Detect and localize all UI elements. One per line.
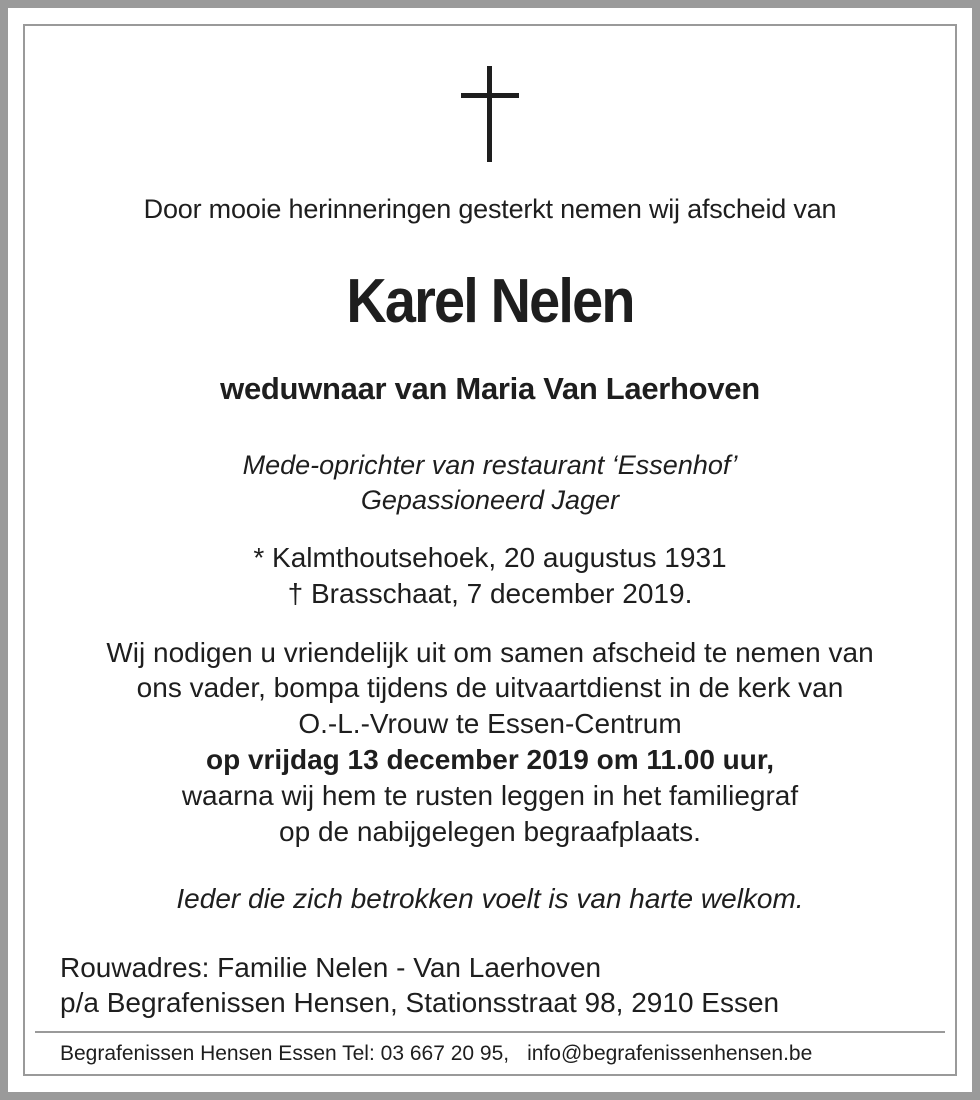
cross-horizontal-bar <box>461 93 519 98</box>
footer-email[interactable]: info@begrafenissenhensen.be <box>527 1042 813 1065</box>
role-line: Mede-oprichter van restaurant ‘Essenhof’ <box>242 450 738 480</box>
address-line: p/a Begrafenissen Hensen, Stationsstraat 98, 2910 Essen <box>60 987 780 1018</box>
footer-company-phone: Begrafenissen Hensen Essen Tel: 03 667 20 95, <box>60 1042 510 1065</box>
death-line: † Brasschaat, 7 december 2019. <box>287 578 693 609</box>
widow-line: weduwnaar van Maria Van Laerhoven <box>220 371 760 406</box>
invitation-line: op de nabijgelegen begraafplaats. <box>279 816 701 847</box>
role-line: Gepassioneerd Jager <box>360 485 620 515</box>
cross-icon <box>461 66 519 162</box>
deceased-name: Karel Nelen <box>346 267 634 336</box>
cross-vertical-bar <box>487 66 492 162</box>
welcome-line: Ieder die zich betrokken voelt is van harte welkom. <box>176 883 804 914</box>
intro-text: Door mooie herinneringen gesterkt nemen wij afscheid van <box>143 194 837 224</box>
footer-contact <box>60 1042 812 1066</box>
service-datetime: op vrijdag 13 december 2019 om 11.00 uur, <box>205 744 775 775</box>
invitation-line: ons vader, bompa tijdens de uitvaartdienst in de kerk van <box>136 672 844 703</box>
birth-line: * Kalmthoutsehoek, 20 augustus 1931 <box>253 542 727 573</box>
footer-divider <box>35 1031 945 1033</box>
invitation-line: Wij nodigen u vriendelijk uit om samen afscheid te nemen van <box>106 637 874 668</box>
obituary-sheet <box>8 8 972 1092</box>
obituary-frame <box>23 24 957 1076</box>
invitation-line: waarna wij hem te rusten leggen in het familiegraf <box>181 780 799 811</box>
invitation-line: O.-L.-Vrouw te Essen-Centrum <box>298 708 682 739</box>
address-line: Rouwadres: Familie Nelen - Van Laerhoven <box>60 952 602 983</box>
